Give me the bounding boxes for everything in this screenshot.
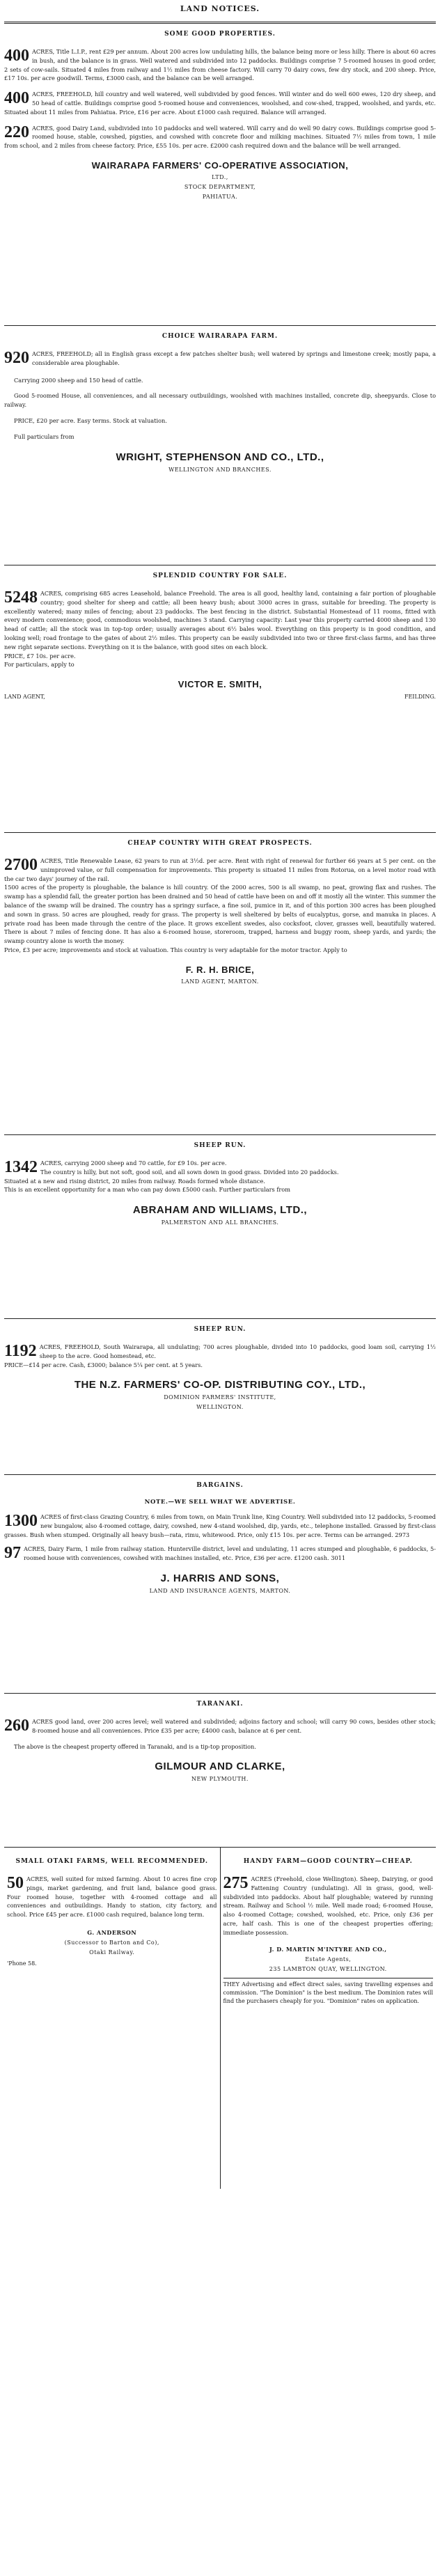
listing: [223, 1875, 434, 1937]
agent-name: J. HARRIS AND SONS,: [160, 1572, 280, 1584]
acreage-number: 97: [4, 1544, 21, 1563]
agent-line: PAHIATUA.: [202, 193, 238, 200]
agent-name: WRIGHT, STEPHENSON AND CO., LTD.,: [116, 451, 324, 463]
listing-extra: PRICE, £20 per acre. Easy terms. Stock at valuation.: [14, 416, 167, 424]
listing: [4, 1717, 436, 1735]
divider: [4, 1474, 436, 1475]
ad-body: [4, 350, 436, 442]
listing-extra: Full particulars from: [14, 432, 74, 440]
ad-cheap-country: [4, 840, 436, 1132]
ad-choice-wairarapa-farm: [4, 333, 436, 563]
agent-line: WELLINGTON.: [196, 1404, 244, 1411]
ad-heading: CHOICE WAIRARAPA FARM.: [162, 333, 278, 340]
acreage-number: 400: [4, 89, 29, 108]
agent-line: 235 LAMBTON QUAY, WELLINGTON.: [269, 1965, 387, 1972]
agent-line: WELLINGTON AND BRANCHES.: [168, 466, 272, 473]
ref-number: 2973: [395, 1531, 410, 1538]
listing: [4, 1343, 436, 1369]
divider: [4, 1318, 436, 1319]
listing: [4, 857, 436, 955]
agent-row: [4, 694, 436, 700]
divider: [4, 832, 436, 833]
ad-body: [4, 47, 436, 150]
listing-text: ACRES good land, over 200 acres level; well watered and subdivided; adjoins factory and school; will carry 90 cows, besides other stock; 8-roomed house and all conveniences. Price £35 per acre; £4000 cash, balance at 6 per cent.: [32, 1718, 436, 1734]
ad-heading: SPLENDID COUNTRY FOR SALE.: [152, 572, 288, 579]
ad-some-good-properties: [4, 31, 436, 323]
divider: [4, 325, 436, 326]
listing-text: ACRES, well suited for mixed farming. About 10 acres fine crop pings, market gardening, and fruit land, balance good grass. Four roomed house, together with 4-roomed cottage and all conveniences and outbuildings. Handy to station, city factory, and school. Price £45 per acre. £1000 cash required, balance long term.: [7, 1875, 217, 1919]
agent-title: LAND AGENT,: [4, 694, 45, 701]
listing: [4, 589, 436, 669]
ad-sheep-run-1: [4, 1142, 436, 1316]
listing: [7, 1875, 217, 1919]
listing-text: ACRES, FREEHOLD; all in English grass except a few patches shelter bush; well watered by springs and limestone creek; mostly papa, a considerable area ploughable.: [32, 350, 436, 366]
agent-name: ABRAHAM AND WILLIAMS, LTD.,: [132, 1204, 308, 1217]
acreage-number: 1300: [4, 1512, 38, 1530]
listing-text: ACRES, FREEHOLD, South Wairarapa, all undulating; 700 acres ploughable, divided into 10 paddocks, good loam soil, carrying 1½ sheep to the acre. Good homestead, etc. PRICE—£14 per acre. Cash, £3000; balance 5¼ per cent. at 5 years.: [4, 1343, 436, 1368]
acreage-number: 920: [4, 349, 29, 367]
divider: [4, 1134, 436, 1135]
listing-text: ACRES (Freehold, close Wellington). Sheep, Dairying, or good Fattening Country (undulating). All in grass, good, well-subdivided into paddocks. About half ploughable; watered by running stream. Railway and School ½ mile. Well made road; 6-roomed House, also 4-roomed Cottage; cowshed, woolshed, etc. Price, only £36 per acre, half cash. This is one of the cheapest properties offering; immediate possession.: [223, 1875, 433, 1936]
agent-line: Estate Agents,: [305, 1956, 352, 1962]
acreage-number: 275: [223, 1874, 249, 1892]
listing-text: ACRES, Dairy Farm, 1 mile from railway station. Hunterville district, level and undulating, 11 acres stumped and ploughable, 6 paddocks, 5-roomed house with conveniences, cowshed with machines installed, etc. Price, £36 per acre. £1200 cash.: [24, 1545, 436, 1562]
ad-heading: SHEEP RUN.: [194, 1326, 246, 1333]
ad-heading: TARANAKI.: [196, 1701, 244, 1708]
listing-text: ACRES of first-class Grazing Country, 6 miles from town, on Main Trunk line, King Country. Well subdivided into 12 paddocks, 5-roomed new bungalow, also 4-roomed cottage, dairy, cowshed, new 4-stand woolshed, dip, yards, etc., telephone installed. Grassed by first-class grasses. Bush when stumped. Originally all heavy bush—rata, rimu, whitewood. Price, only £15 10s. per acre. Terms can be arranged.: [4, 1513, 436, 1538]
listing: [4, 350, 436, 368]
listing: [4, 1545, 436, 1563]
agent-town: FEILDING.: [404, 694, 436, 701]
listing: [4, 1159, 436, 1194]
bottom-columns: [4, 1847, 436, 2189]
ad-heading: HANDY FARM—GOOD COUNTRY—CHEAP.: [243, 1858, 413, 1865]
listing: [4, 124, 436, 150]
ad-splendid-country: [4, 572, 436, 830]
ad-body: [4, 1343, 436, 1369]
listing-text: ACRES, Title L.I.P., rent £29 per annum. About 200 acres low undulating hills, the balance being more or less hilly. There is about 60 acres in bush, and the balance is in grass. Well watered and subdivided into 12 paddocks. Buildings comprise 7 5-roomed houses in good order, 2 sets of cow-sails. Situated 4 miles from railway and 1½ miles from cheese factory. Will carry 70 dairy cows, few dry stock, and 200 sheep. Price, £17 10s. per acre goodwill. Terms, £3000 cash, and the balance can be well arranged.: [4, 48, 436, 82]
acreage-number: 260: [4, 1717, 29, 1735]
listing-text: ACRES, good Dairy Land, subdivided into 10 paddocks and well watered. Will carry and do well 90 dairy cows. Buildings comprise good 5-roomed house, stable, cowshed, pigsties, and cowshed with concrete floor and milking machines. Situated 7½ miles from town, 1 mile from school, and 2 miles from cheese factory. Price, £55 10s. per acre. £2000 cash required down and the balance will be well arranged.: [4, 124, 436, 150]
agent-line: LAND AGENT, MARTON.: [181, 978, 259, 985]
ad-body: [4, 1159, 436, 1194]
ad-body: [7, 1875, 217, 1919]
agent-name: J. D. MARTIN M'INTYRE AND CO.,: [269, 1945, 387, 1953]
ad-small-otaki-farms: [4, 1848, 221, 2189]
listing-text: ACRES, carrying 2000 sheep and 70 cattle, for £9 10s. per acre. The country is hilly, but not soft, good soil, and all sown down in good grass. Divided into 20 paddocks. Situated at a new and rising district, 20 miles from railway. Roads formed whole distance. This is an excellent opportunity for a man who can pay down £5000 cash. Further particulars from: [4, 1160, 339, 1194]
acreage-number: 1342: [4, 1158, 38, 1176]
agent-name: G. ANDERSON: [87, 1928, 137, 1936]
title-rule: [4, 22, 436, 24]
agent-line: NEW PLYMOUTH.: [191, 1776, 249, 1783]
listing: [4, 1513, 436, 1539]
listing-text: ACRES, comprising 685 acres Leasehold, balance Freehold. The area is all good, healthy land, containing a fair portion of ploughable country; good shelter for sheep and cattle; all been heavy bush; about 3000 acres in grass, suitable for breeding. The property is excellently watered; many miles of fencing; about 23 paddocks. The best fencing in the district. Substantial Homestead of 11 rooms, fitted with every modern convenience; good, commodious woolshed, machines 3 stand. Carrying capacity: Last year this property carried 4000 sheep and 130 head of cattle; all the stock was in top-top order; usually averages about 6½ bales wool. Everything on this property is in good condition, and looking well; road frontage to the gates of about 2½ miles. This property can be easily subdivided into two or three first-class farms, and has three new right separate sections. Everything on it is the balance, with good sites on each block. PRICE, £7 10s. per acre. For particulars, apply to: [4, 590, 436, 669]
agent-name: WAIRARAPA FARMERS' CO-OPERATIVE ASSOCIATION,: [91, 159, 349, 171]
ad-heading: SHEEP RUN.: [194, 1142, 246, 1149]
ad-body: [4, 1717, 436, 1751]
listing-text: ACRES, Title Renewable Lease, 62 years to run at 3½d. per acre. Rent with right of renewal for further 66 years at 5 per cent. on the unimproved value, or full compensation for improvements. This property is situated 11 miles from Rotorua, on a level motor road with the car two days' journey of the rail. 1500 acres of the property is ploughable, the balance is hill country. Of the 2000 acres, 500 is all swamp, no peat, growing flax and rushes. The swamp has a splendid fall, the greater portion has been drained and 50 head of cattle have been on and off it mostly all the winter. This summer the balance of the swamp will be drained. The country has a springy surface, a fine soil, pumice in it, and of this portion 300 acres has been ploughed and sown in grass. 50 acres are ploughed, ready for grass. The property is well sheltered by belts of eucalyptus, gorse, and manuka in places. A private road has been made through the centre of the place. It grows excellent swedes, also cocksfoot, clover, grasses well, beautifully watered. There is about 7 miles of fencing done. It has also a 6-roomed house, storeroom, trapped, harness and buggy room, sheep yards, and yards; the swamp country alone is worth the money. Price, £3 per acre; improvements and stock at valuation. This country is very adaptable for the motor tractor. Apply to: [4, 857, 436, 953]
page-title: LAND NOTICES.: [180, 4, 260, 13]
listing-text: ACRES, FREEHOLD, hill country and well watered, well subdivided by good fences. Will winter and do well 600 ewes, 120 dry sheep, and 50 head of cattle. Buildings comprise good 5-roomed house and conveniences, woolshed, and cow-shed, trapped, woolshed, and yards, etc. Situated about 11 miles from Pahiatua. Price, £16 per acre. About £1000 cash required. Balance will arranged.: [4, 91, 436, 116]
acreage-number: 1192: [4, 1342, 37, 1360]
ad-subheading: NOTE.—WE SELL WHAT WE ADVERTISE.: [144, 1499, 296, 1506]
acreage-number: 400: [4, 47, 29, 65]
ad-heading: SOME GOOD PROPERTIES.: [164, 31, 276, 38]
ad-taranaki: [4, 1701, 436, 1847]
agent-line: DOMINION FARMERS' INSTITUTE,: [164, 1394, 276, 1401]
agent-line: Otaki Railway.: [89, 1949, 135, 1956]
agent-name: VICTOR E. SMITH,: [178, 679, 262, 690]
listing-extra: Good 5-roomed House, all conveniences, and all necessary outbuildings, woolshed with machines installed, concrete dip, sheepyards. Close to railway.: [4, 392, 436, 409]
acreage-number: 50: [7, 1874, 24, 1892]
divider: [4, 1693, 436, 1694]
ad-heading: BARGAINS.: [196, 1482, 244, 1489]
ad-body: [4, 1513, 436, 1563]
agent-line: (Successor to Barton and Co),: [64, 1939, 159, 1946]
ad-heading: CHEAP COUNTRY WITH GREAT PROSPECTS.: [127, 840, 313, 847]
agent-line: PALMERSTON AND ALL BRANCHES.: [161, 1219, 279, 1226]
ad-heading: SMALL OTAKI FARMS, WELL RECOMMENDED.: [15, 1858, 209, 1865]
ad-body: [4, 589, 436, 669]
ad-sheep-run-2: [4, 1326, 436, 1472]
ad-bargains: [4, 1482, 436, 1691]
dominion-advert-note: THEY Advertising and effect direct sales, saving travelling expenses and commission. "The Dominion" is the best medium. The Dominion rates will find the purchasers cheaply for you. "Dominion" rates on application.: [223, 1981, 433, 2004]
agent-name: GILMOUR AND CLARKE,: [155, 1761, 285, 1773]
agent-line: STOCK DEPARTMENT,: [184, 183, 256, 190]
acreage-number: 2700: [4, 856, 38, 874]
listing-extra: The above is the cheapest property offered in Taranaki, and is a tip-top proposition.: [14, 1742, 256, 1750]
agent-line: LAND AND INSURANCE AGENTS, MARTON.: [149, 1587, 291, 1594]
acreage-number: 5248: [4, 588, 38, 607]
acreage-number: 220: [4, 123, 29, 141]
listing: [4, 47, 436, 83]
agent-name: THE N.Z. FARMERS' CO-OP. DISTRIBUTING COY., LTD.,: [74, 1379, 366, 1391]
ad-handy-farm: [221, 1848, 437, 2189]
ad-body: [4, 857, 436, 955]
agent-name: F. R. H. BRICE,: [185, 964, 255, 975]
ref-number: 3011: [331, 1554, 346, 1562]
listing: [4, 90, 436, 116]
ad-body: [223, 1875, 434, 1937]
agent-line: LTD.,: [212, 173, 228, 180]
phone-number: 'Phone 58.: [7, 1960, 37, 1967]
listing-extra: Carrying 2000 sheep and 150 head of cattle.: [14, 376, 143, 384]
